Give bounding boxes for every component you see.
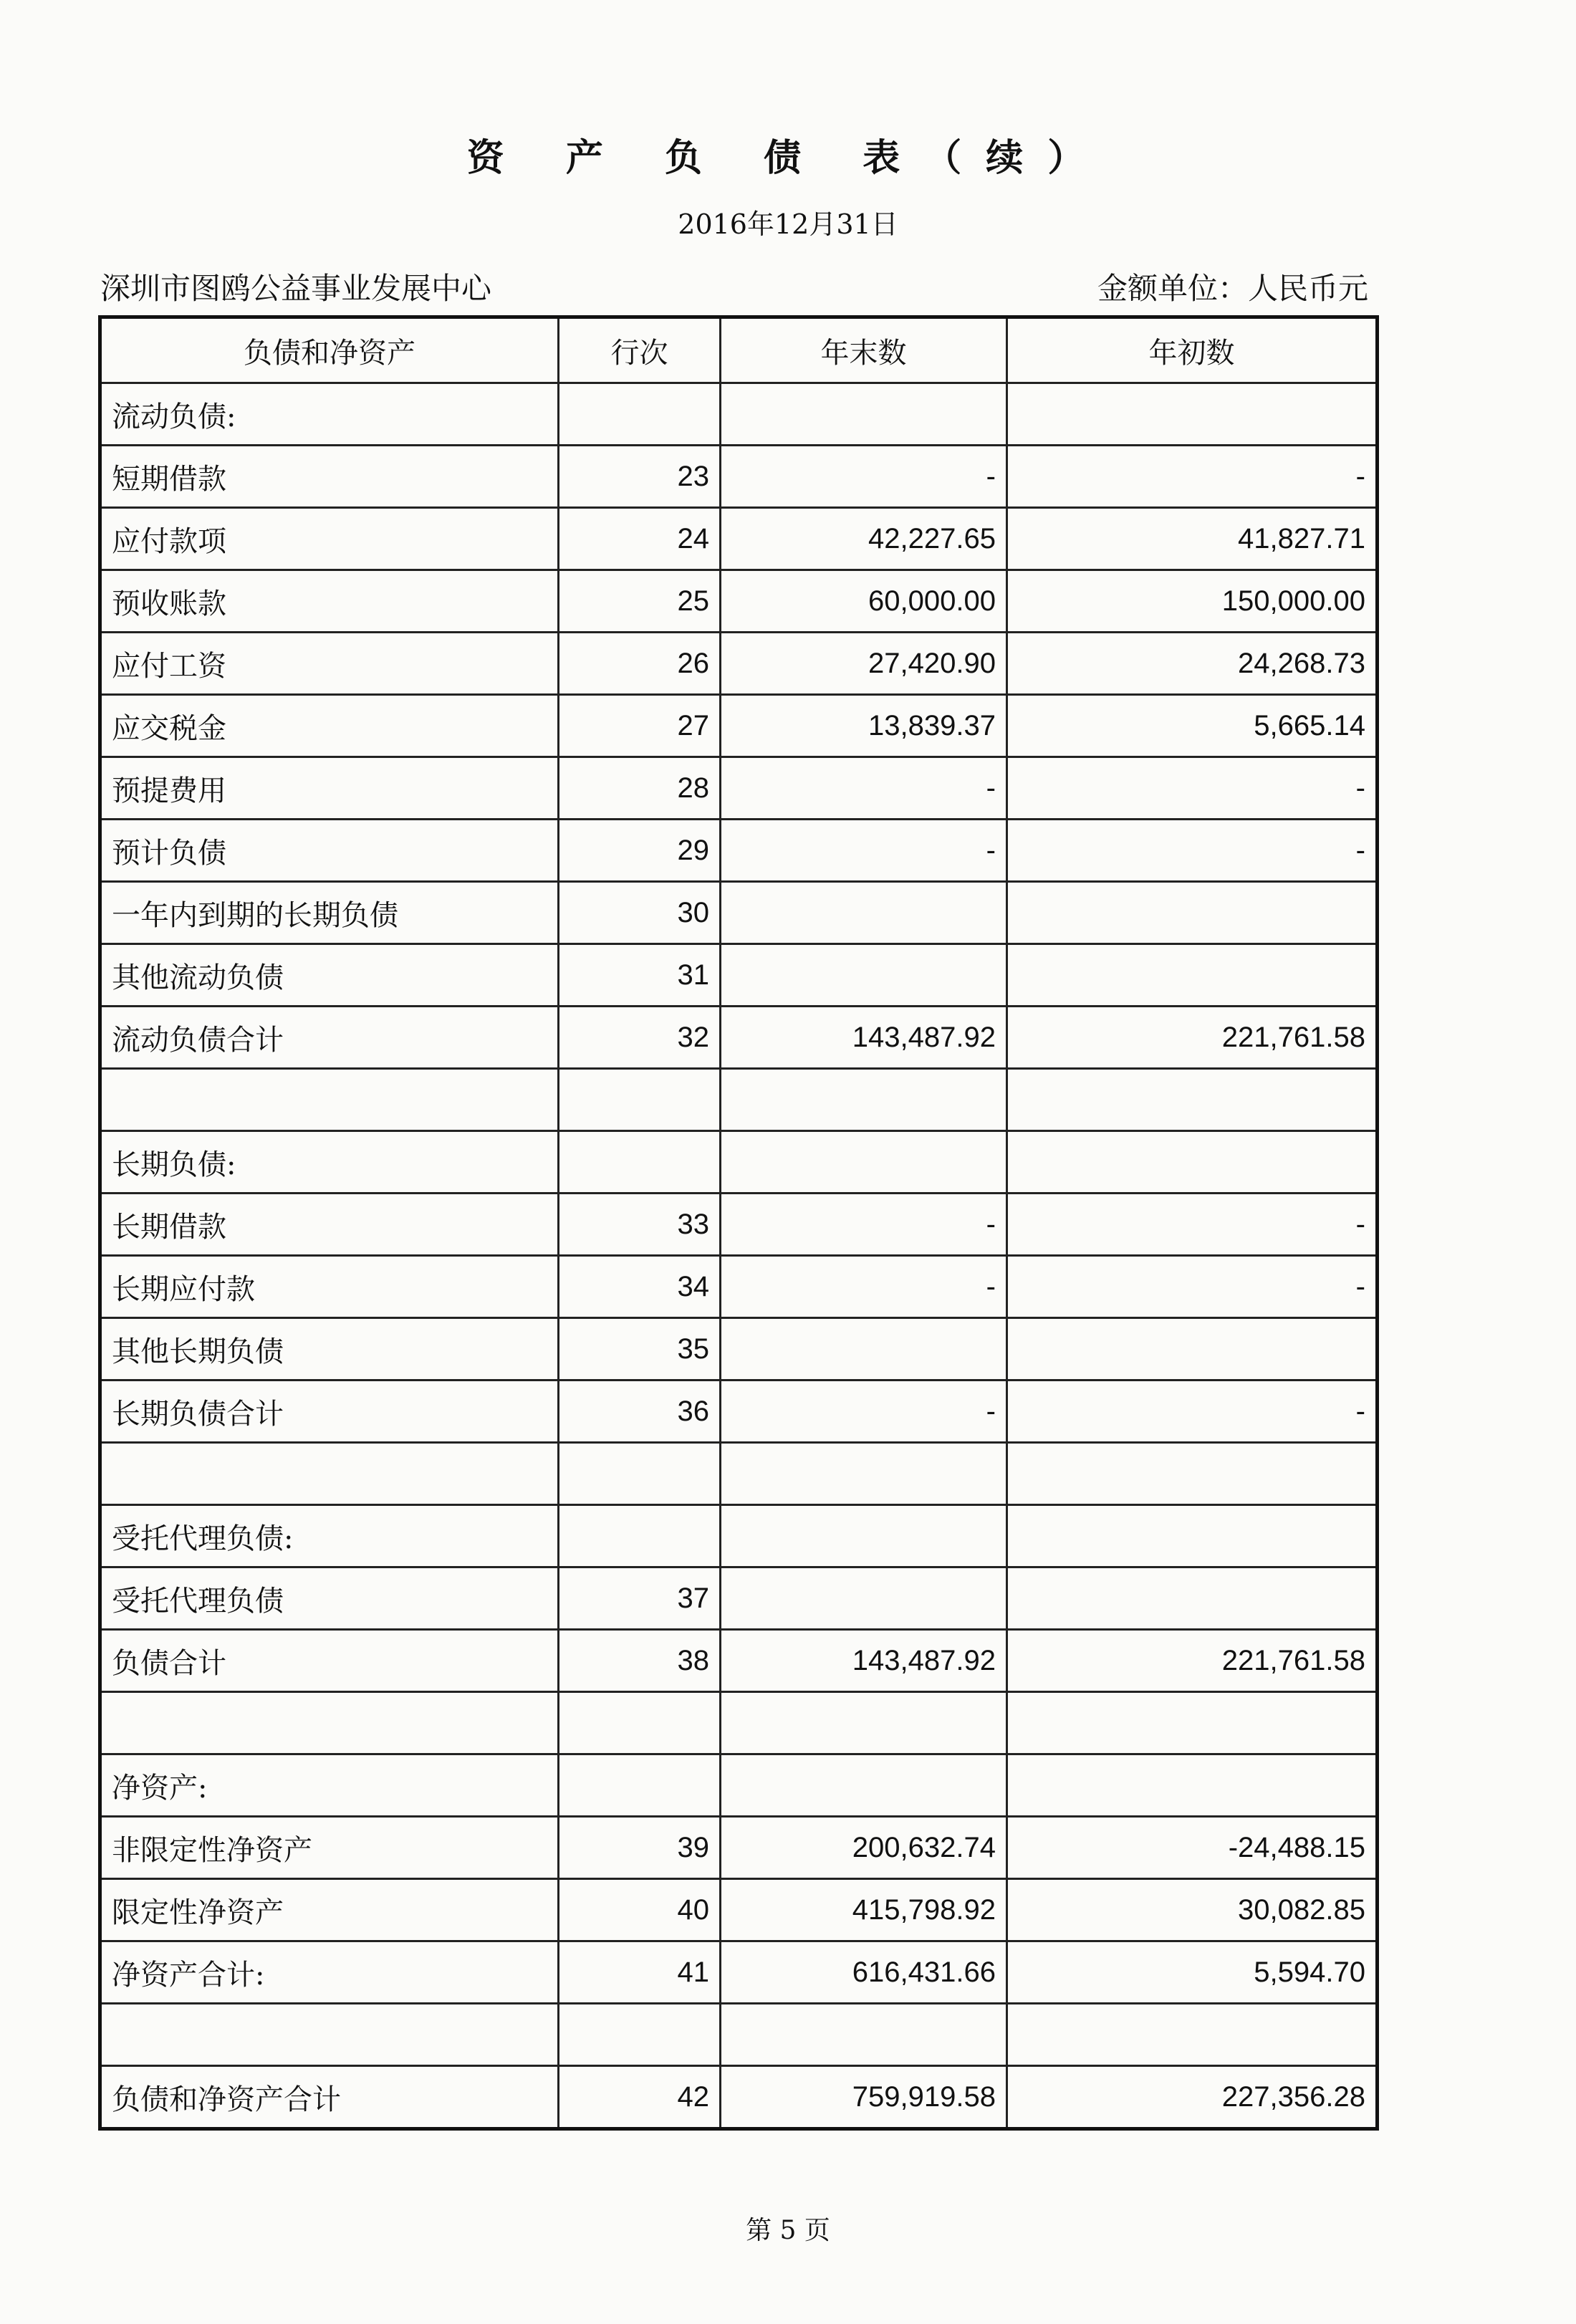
row-year-end-value: - (721, 1381, 1007, 1443)
row-line-number: 31 (559, 944, 721, 1007)
row-year-end-value (721, 882, 1007, 944)
row-year-end-value: 143,487.92 (721, 1630, 1007, 1692)
row-year-end-value (721, 383, 1007, 446)
row-line-number: 35 (559, 1318, 721, 1381)
row-year-begin-value (1007, 1692, 1378, 1754)
row-line-number (559, 1069, 721, 1131)
row-year-begin-value: - (1007, 446, 1378, 508)
table-row (100, 757, 1378, 820)
column-header-year-end: 年末数 (721, 317, 1007, 383)
row-line-number: 30 (559, 882, 721, 944)
row-year-end-value: - (721, 1194, 1007, 1256)
table-row (100, 1381, 1378, 1443)
row-year-end-value: 415,798.92 (721, 1879, 1007, 1941)
row-line-number (559, 1443, 721, 1505)
row-year-end-value: - (721, 446, 1007, 508)
row-year-begin-value: - (1007, 757, 1378, 820)
row-year-end-value (721, 1131, 1007, 1194)
table-row (100, 570, 1378, 633)
row-year-end-value: 60,000.00 (721, 570, 1007, 633)
row-year-begin-value: 24,268.73 (1007, 633, 1378, 695)
row-year-end-value: - (721, 820, 1007, 882)
row-item-name: 长期负债: (100, 1131, 559, 1194)
row-line-number: 39 (559, 1817, 721, 1879)
row-item-name: 预提费用 (100, 757, 559, 820)
row-year-end-value (721, 1567, 1007, 1630)
row-item-name: 预收账款 (100, 570, 559, 633)
row-year-end-value: - (721, 1256, 1007, 1318)
row-year-begin-value (1007, 383, 1378, 446)
row-year-begin-value: - (1007, 1256, 1378, 1318)
row-item-name: 净资产合计: (100, 1941, 559, 2004)
row-line-number (559, 1505, 721, 1567)
row-item-name: 长期借款 (100, 1194, 559, 1256)
row-line-number: 40 (559, 1879, 721, 1941)
row-item-name: 流动负债合计 (100, 1007, 559, 1069)
row-year-end-value: 143,487.92 (721, 1007, 1007, 1069)
table-row-section (100, 2066, 1378, 2129)
row-item-name: 长期应付款 (100, 1256, 559, 1318)
table-row (100, 1256, 1378, 1318)
table-row (100, 446, 1378, 508)
row-item-name: 流动负债: (100, 383, 559, 446)
table-row-section (100, 383, 1378, 446)
row-line-number: 28 (559, 757, 721, 820)
table-row (100, 1879, 1378, 1941)
row-year-end-value (721, 2004, 1007, 2066)
row-item-name: 限定性净资产 (100, 1879, 559, 1941)
row-year-end-value: 759,919.58 (721, 2066, 1007, 2129)
row-year-begin-value (1007, 1131, 1378, 1194)
row-year-begin-value: 221,761.58 (1007, 1007, 1378, 1069)
table-row (100, 633, 1378, 695)
table-row-section (100, 1754, 1378, 1817)
row-year-end-value (721, 1754, 1007, 1817)
column-header-line: 行次 (559, 317, 721, 383)
table-row-blank (100, 1069, 1378, 1131)
table-row-blank (100, 1443, 1378, 1505)
row-year-end-value: 27,420.90 (721, 633, 1007, 695)
row-year-begin-value (1007, 1567, 1378, 1630)
row-item-name: 净资产: (100, 1754, 559, 1817)
column-header-item: 负债和净资产 (100, 317, 559, 383)
row-year-end-value: 200,632.74 (721, 1817, 1007, 1879)
row-line-number: 37 (559, 1567, 721, 1630)
page-title: 资 产 负 债 表（续） (466, 136, 1110, 180)
row-item-name: 负债和净资产合计 (100, 2066, 559, 2129)
report-date: 2016年12月31日 (678, 208, 898, 240)
row-item-name: 其他长期负债 (100, 1318, 559, 1381)
table-row (100, 508, 1378, 570)
row-year-begin-value: - (1007, 820, 1378, 882)
row-item-name: 一年内到期的长期负债 (100, 882, 559, 944)
row-year-end-value (721, 1692, 1007, 1754)
row-line-number: 38 (559, 1630, 721, 1692)
row-line-number (559, 1692, 721, 1754)
row-line-number: 36 (559, 1381, 721, 1443)
row-item-name: 长期负债合计 (100, 1381, 559, 1443)
row-line-number: 33 (559, 1194, 721, 1256)
row-year-begin-value (1007, 1443, 1378, 1505)
row-year-end-value: 616,431.66 (721, 1941, 1007, 2004)
row-item-name: 预计负债 (100, 820, 559, 882)
table-row (100, 820, 1378, 882)
table-row (100, 1194, 1378, 1256)
row-year-end-value (721, 944, 1007, 1007)
page-number: 第 5 页 (746, 2216, 830, 2245)
row-line-number: 26 (559, 633, 721, 695)
row-year-begin-value: - (1007, 1194, 1378, 1256)
column-header-year-begin: 年初数 (1007, 317, 1378, 383)
table-row-section (100, 1131, 1378, 1194)
row-year-end-value (721, 1505, 1007, 1567)
row-year-begin-value (1007, 1754, 1378, 1817)
row-item-name: 短期借款 (100, 446, 559, 508)
table-row-blank (100, 1692, 1378, 1754)
row-line-number: 32 (559, 1007, 721, 1069)
row-line-number: 23 (559, 446, 721, 508)
row-year-begin-value: -24,488.15 (1007, 1817, 1378, 1879)
row-line-number (559, 2004, 721, 2066)
row-item-name (100, 1692, 559, 1754)
table-row (100, 695, 1378, 757)
row-item-name: 受托代理负债 (100, 1567, 559, 1630)
row-item-name (100, 1443, 559, 1505)
row-year-end-value: 13,839.37 (721, 695, 1007, 757)
row-year-end-value (721, 1069, 1007, 1131)
balance-sheet-table (98, 315, 1379, 2131)
row-item-name: 应付工资 (100, 633, 559, 695)
row-year-end-value (721, 1318, 1007, 1381)
row-year-begin-value: - (1007, 1381, 1378, 1443)
organization-name: 深圳市图鸥公益事业发展中心 (100, 271, 492, 306)
row-year-end-value (721, 1443, 1007, 1505)
row-line-number: 29 (559, 820, 721, 882)
row-year-begin-value: 221,761.58 (1007, 1630, 1378, 1692)
row-year-begin-value: 41,827.71 (1007, 508, 1378, 570)
table-row (100, 1817, 1378, 1879)
row-line-number: 25 (559, 570, 721, 633)
table-row-section (100, 1505, 1378, 1567)
row-year-begin-value (1007, 2004, 1378, 2066)
row-year-end-value: 42,227.65 (721, 508, 1007, 570)
row-year-begin-value: 5,594.70 (1007, 1941, 1378, 2004)
row-item-name: 负债合计 (100, 1630, 559, 1692)
row-line-number (559, 1754, 721, 1817)
row-item-name (100, 1069, 559, 1131)
row-line-number (559, 383, 721, 446)
row-item-name: 其他流动负债 (100, 944, 559, 1007)
row-year-begin-value (1007, 944, 1378, 1007)
table-row (100, 944, 1378, 1007)
table-row (100, 1318, 1378, 1381)
row-line-number: 41 (559, 1941, 721, 2004)
row-item-name: 受托代理负债: (100, 1505, 559, 1567)
row-item-name (100, 2004, 559, 2066)
row-line-number (559, 1131, 721, 1194)
table-row (100, 882, 1378, 944)
table-row (100, 1941, 1378, 2004)
row-year-begin-value (1007, 1069, 1378, 1131)
row-year-begin-value (1007, 1318, 1378, 1381)
table-row (100, 1630, 1378, 1692)
table-row-blank (100, 2004, 1378, 2066)
row-year-begin-value: 30,082.85 (1007, 1879, 1378, 1941)
row-year-end-value: - (721, 757, 1007, 820)
row-year-begin-value (1007, 1505, 1378, 1567)
row-year-begin-value: 150,000.00 (1007, 570, 1378, 633)
row-year-begin-value: 5,665.14 (1007, 695, 1378, 757)
row-line-number: 27 (559, 695, 721, 757)
row-item-name: 非限定性净资产 (100, 1817, 559, 1879)
row-year-begin-value (1007, 882, 1378, 944)
row-line-number: 42 (559, 2066, 721, 2129)
row-item-name: 应付款项 (100, 508, 559, 570)
currency-unit: 金额单位：人民币元 (1097, 271, 1368, 306)
table-row (100, 1567, 1378, 1630)
table-header-row (100, 317, 1378, 383)
row-line-number: 24 (559, 508, 721, 570)
table-row (100, 1007, 1378, 1069)
row-year-begin-value: 227,356.28 (1007, 2066, 1378, 2129)
row-line-number: 34 (559, 1256, 721, 1318)
row-item-name: 应交税金 (100, 695, 559, 757)
